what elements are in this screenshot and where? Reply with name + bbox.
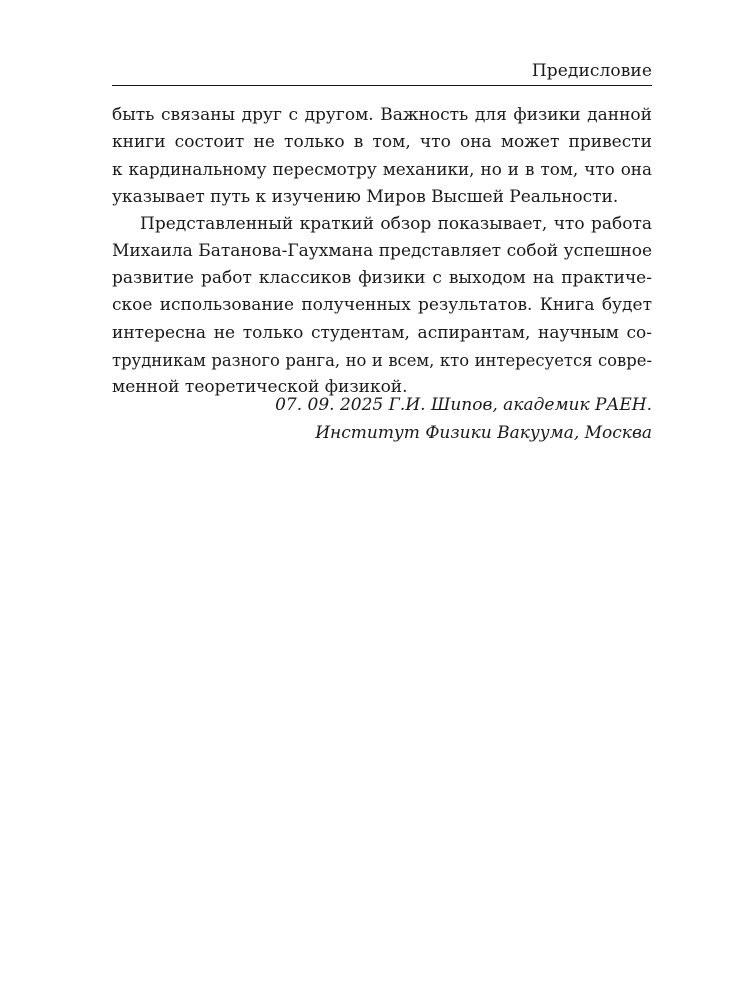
text-line: книги состоит не только в том, что она может привести	[112, 132, 652, 153]
text-line: указывает путь к изучению Миров Высшей Реальности.	[112, 186, 619, 207]
paragraph-2	[112, 211, 652, 401]
paragraph-1	[112, 102, 652, 211]
text-line: быть связаны друг с другом. Важность для физики данной	[112, 105, 652, 125]
signature-institution: Институт Физики Вакуума, Москва	[315, 423, 652, 443]
body-text	[112, 102, 652, 401]
text-line: развитие работ классиков физики с выходом на практиче-	[112, 268, 652, 289]
running-header-title: Предисловие	[531, 61, 652, 81]
signature-block	[112, 391, 652, 447]
text-line: к кардинальному пересмотру механики, но и в том, что она	[112, 159, 652, 180]
text-line: менной теоретической физикой.	[112, 376, 408, 397]
text-line: Представленный краткий обзор показывает, что работа	[140, 213, 652, 234]
text-line: ское использование полученных результатов. Книга будет	[112, 295, 652, 316]
text-line: трудникам разного ранга, но и всем, кто интересуется совре-	[112, 350, 652, 370]
header-divider	[112, 85, 652, 86]
text-line: Михаила Батанова-Гаухмана представляет собой успешное	[112, 240, 652, 261]
signature-date-author: 07. 09. 2025 Г.И. Шипов, академик РАЕН.	[275, 395, 652, 415]
text-line: интересна не только студентам, аспирантам, научным со-	[112, 322, 652, 343]
